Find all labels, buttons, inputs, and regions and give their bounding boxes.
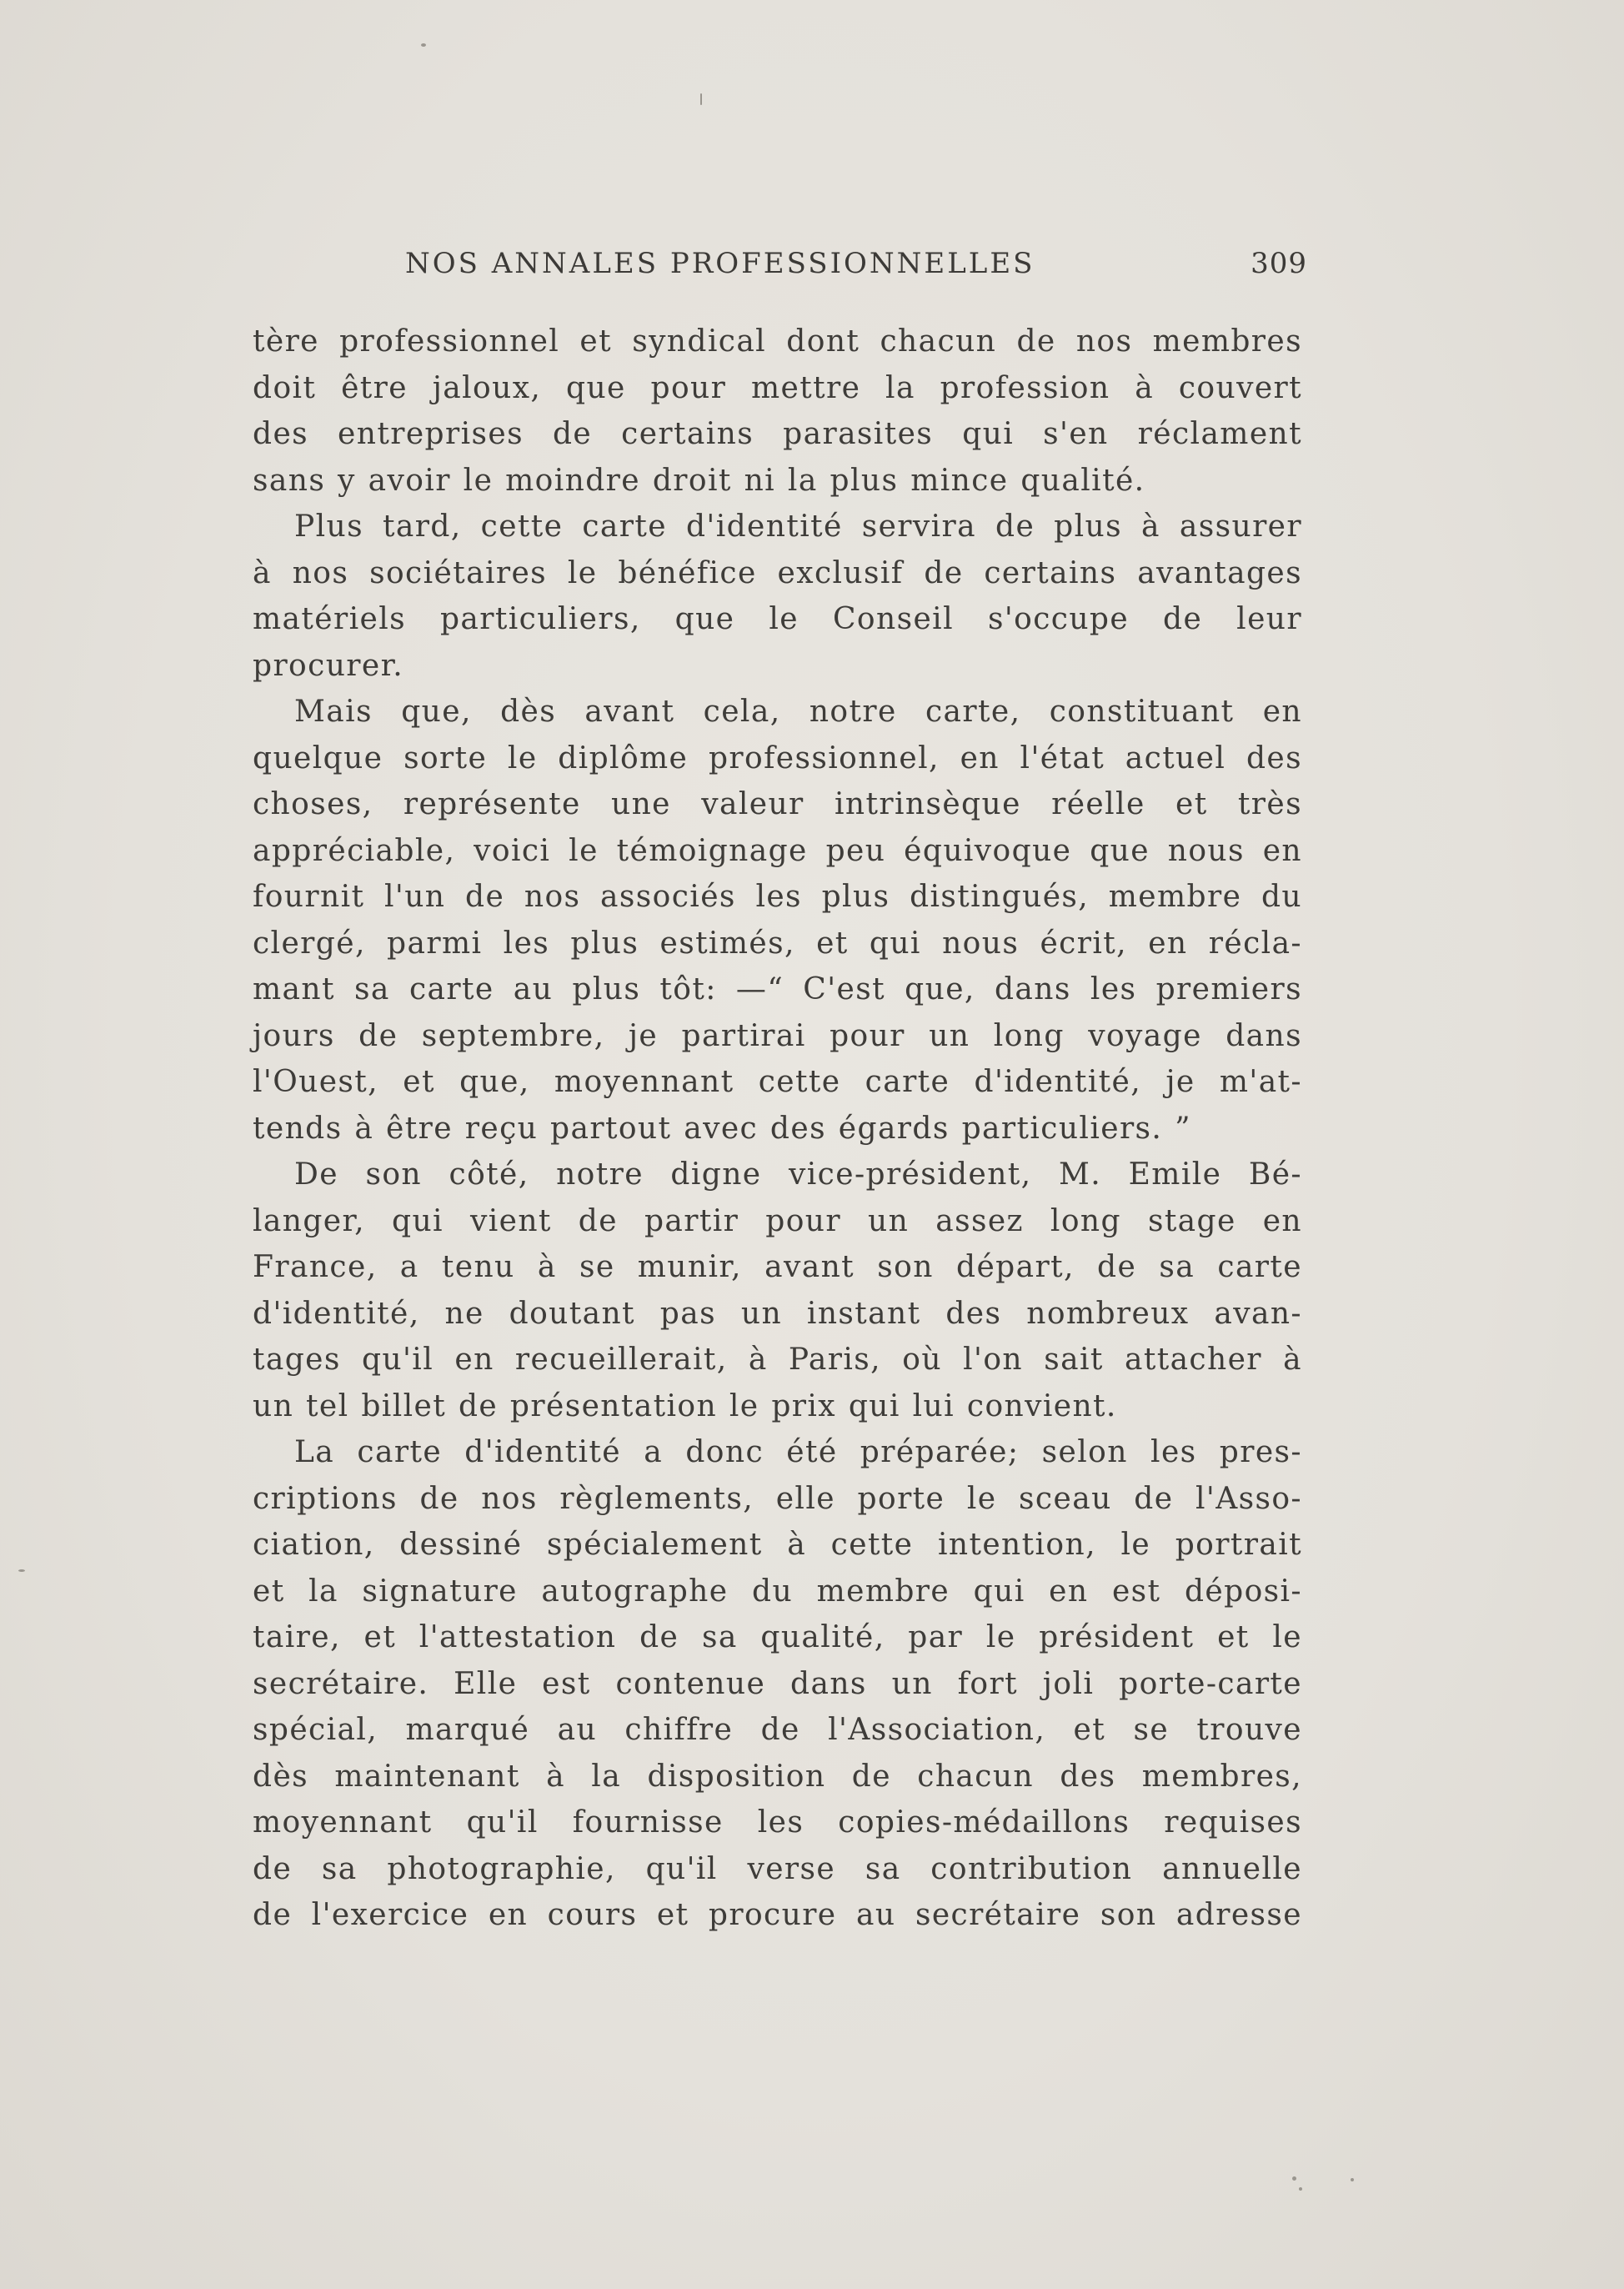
text-line: matériels particuliers, que le Conseil s'occupe de leur [253, 602, 1302, 636]
text-line: l'Ouest, et que, moyennant cette carte d'identité, je m'at- [253, 1065, 1302, 1099]
paper-speck [421, 43, 426, 47]
text-line: doit être jaloux, que pour mettre la profession à couvert [253, 370, 1302, 405]
running-title: NOS ANNALES PROFESSIONNELLES [405, 247, 1035, 280]
text-line: criptions de nos règlements, elle porte le sceau de l'Asso- [253, 1481, 1302, 1516]
text-line: sans y avoir le moindre droit ni la plus mince qualité. [253, 463, 1145, 498]
text-line: La carte d'identité a donc été préparée; selon les pres- [294, 1435, 1302, 1469]
text-line: tère professionnel et syndical dont chacun de nos membres [253, 324, 1302, 359]
text-line: à nos sociétaires le bénéfice exclusif de certains avantages [253, 555, 1302, 590]
paper-speck [700, 93, 702, 105]
paragraph [253, 1429, 1302, 1939]
paper-speck [1292, 2176, 1296, 2181]
text-line: mant sa carte au plus tôt: —“ C'est que, dans les premiers [253, 972, 1302, 1006]
paragraph [253, 689, 1302, 1152]
paper-speck [18, 1569, 25, 1572]
text-line: des entreprises de certains parasites qui s'en réclament [253, 417, 1302, 451]
text-line: procurer. [253, 648, 404, 683]
text-line: et la signature autographe du membre qui en est déposi- [253, 1574, 1302, 1609]
text-line: ciation, dessiné spécialement à cette intention, le portrait [253, 1528, 1302, 1562]
paper-speck [1351, 2178, 1354, 2181]
text-line: fournit l'un de nos associés les plus distingués, membre du [253, 880, 1302, 914]
text-line: De son côté, notre digne vice-président, M. Emile Bé- [294, 1157, 1302, 1192]
text-line: spécial, marqué au chiffre de l'Association, et se trouve [253, 1713, 1302, 1747]
text-line: appréciable, voici le témoignage peu équivoque que nous en [253, 833, 1302, 868]
text-line: France, a tenu à se munir, avant son départ, de sa carte [253, 1250, 1302, 1284]
paragraph [253, 319, 1302, 504]
text-line: taire, et l'attestation de sa qualité, par le président et le [253, 1620, 1302, 1654]
text-line: Plus tard, cette carte d'identité servira de plus à assurer [294, 510, 1302, 544]
page-header [250, 247, 1307, 289]
page-number: 309 [1251, 247, 1307, 280]
text-line: dès maintenant à la disposition de chacun des membres, [253, 1759, 1302, 1794]
paragraph [253, 1152, 1302, 1429]
paper-speck [1299, 2187, 1302, 2191]
text-line: un tel billet de présentation le prix qui lui convient. [253, 1388, 1117, 1423]
text-line: de l'exercice en cours et procure au secrétaire son adresse [253, 1898, 1302, 1932]
text-line: Mais que, dès avant cela, notre carte, constituant en [294, 695, 1302, 729]
text-line: clergé, parmi les plus estimés, et qui nous écrit, en récla- [253, 926, 1302, 961]
body-text [253, 319, 1302, 1939]
text-line: tages qu'il en recueillerait, à Paris, où l'on sait attacher à [253, 1343, 1302, 1377]
text-line: d'identité, ne doutant pas un instant des nombreux avan- [253, 1296, 1302, 1331]
text-line: jours de septembre, je partirai pour un long voyage dans [253, 1018, 1302, 1053]
paragraph [253, 504, 1302, 689]
text-line: de sa photographie, qu'il verse sa contribution annuelle [253, 1851, 1302, 1886]
text-line: moyennant qu'il fournisse les copies-médaillons requises [253, 1805, 1302, 1840]
text-line: secrétaire. Elle est contenue dans un fort joli porte-carte [253, 1666, 1302, 1701]
text-line: langer, qui vient de partir pour un assez long stage en [253, 1203, 1302, 1238]
text-line: tends à être reçu partout avec des égards particuliers. ” [253, 1111, 1191, 1146]
text-line: choses, représente une valeur intrinsèque réelle et très [253, 787, 1302, 821]
text-line: quelque sorte le diplôme professionnel, en l'état actuel des [253, 740, 1302, 776]
